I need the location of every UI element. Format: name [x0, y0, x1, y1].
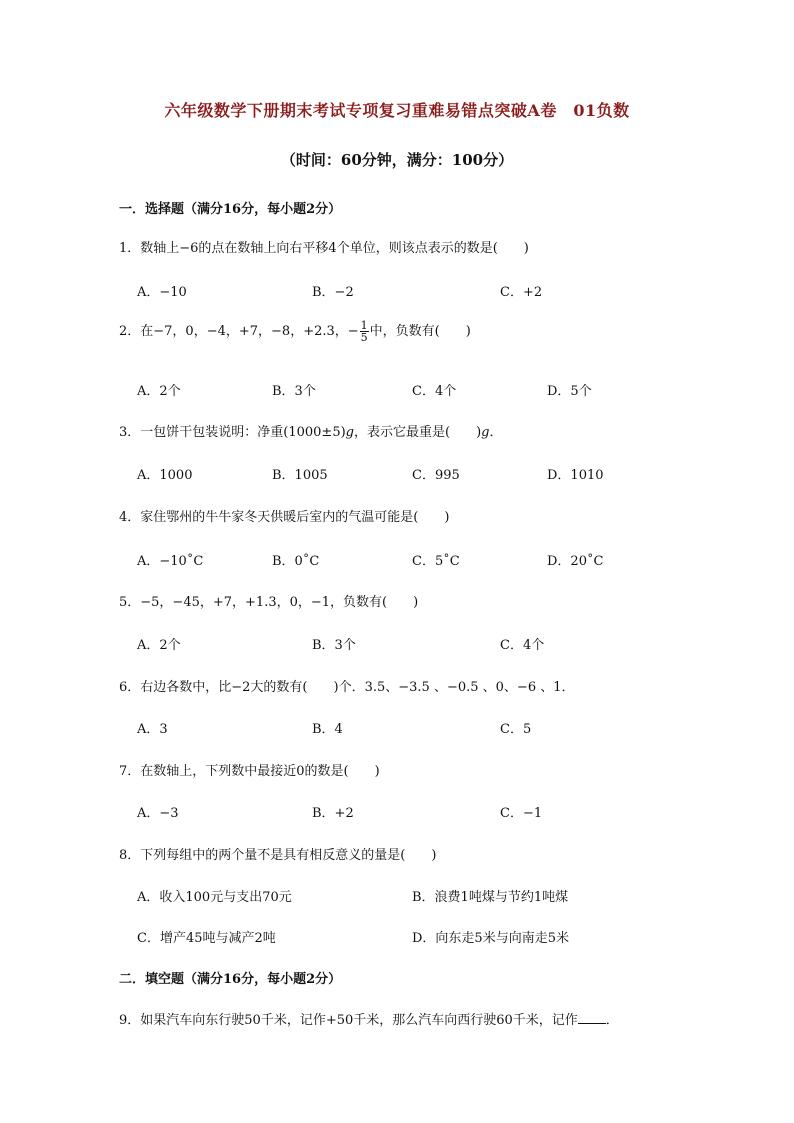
- question-3-option-a: A．1000: [137, 468, 193, 483]
- question-3-text-end: ．: [489, 425, 503, 440]
- fraction: [360, 320, 369, 343]
- question-2-option-c: C．4个: [412, 384, 457, 399]
- question-5-option-c: C．4个: [500, 638, 545, 653]
- question-3-option-d: D．1010: [547, 468, 604, 483]
- question-1: 1．数轴上−6的点在数轴上向右平移4个单位，则该点表示的数是( ): [119, 241, 529, 256]
- question-8: 8．下列每组中的两个量不是具有相反意义的量是( ): [119, 848, 437, 863]
- question-4-option-d: D．20˚C: [547, 554, 604, 569]
- question-9: [119, 1009, 619, 1028]
- question-3-option-b: B．1005: [272, 468, 328, 483]
- section-heading-fill: 二．填空题（满分16分，每小题2分）: [119, 972, 342, 987]
- question-5-option-b: B．3个: [312, 638, 356, 653]
- question-7: 7．在数轴上，下列数中最接近0的数是( ): [119, 764, 380, 779]
- document-subtitle: （时间：60分钟，满分：100分）: [280, 151, 514, 169]
- document-title: 六年级数学下册期末考试专项复习重难易错点突破A卷 01负数: [164, 101, 630, 120]
- question-2-option-d: D．5个: [547, 384, 592, 399]
- question-6: 6．右边各数中，比−2大的数有( )个．3.5、−3.5 、−0.5 、0、−6 、1．: [119, 680, 575, 695]
- question-7-option-b: B．+2: [312, 806, 354, 821]
- question-3-option-c: C．995: [412, 468, 460, 483]
- question-4-option-a: A．−10˚C: [137, 554, 204, 569]
- answer-blank[interactable]: [578, 1011, 606, 1024]
- section-heading-choice: 一．选择题（满分16分，每小题2分）: [119, 202, 342, 217]
- question-2: [119, 320, 471, 343]
- question-2-option-a: A．2个: [137, 384, 181, 399]
- question-4-option-b: B．0˚C: [272, 554, 320, 569]
- question-6-option-b: B．4: [312, 722, 343, 737]
- question-6-option-a: A．3: [137, 722, 168, 737]
- question-6-option-c: C．5: [500, 722, 532, 737]
- unit-g: g: [481, 425, 490, 440]
- question-2-text-before: 2．在−7，0，−4，+7，−8，+2.3，−: [119, 324, 359, 339]
- question-3-text-before: 3．一包饼干包装说明：净重(1000±5): [119, 425, 346, 440]
- fraction-denominator: 5: [360, 331, 368, 344]
- question-5: 5．−5，−45，+7，+1.3，0，−1，负数有( ): [119, 595, 419, 610]
- question-1-option-c: C．+2: [500, 285, 543, 300]
- question-7-option-a: A．−3: [137, 806, 179, 821]
- question-1-option-b: B．−2: [312, 285, 354, 300]
- question-5-option-a: A．2个: [137, 638, 181, 653]
- fraction-numerator: 1: [360, 319, 368, 332]
- question-8-option-a: A．收入100元与支出70元: [137, 890, 292, 905]
- unit-g: g: [345, 425, 354, 440]
- question-4-option-c: C．5˚C: [412, 554, 460, 569]
- question-1-option-a: A．−10: [137, 285, 187, 300]
- question-8-option-c: C．增产45吨与减产2吨: [137, 931, 276, 946]
- question-3: [119, 421, 503, 440]
- question-2-option-b: B．3个: [272, 384, 316, 399]
- question-7-option-c: C．−1: [500, 806, 543, 821]
- question-8-option-d: D．向东走5米与向南走5米: [412, 931, 569, 946]
- question-2-text-after: 中，负数有( ): [369, 324, 471, 339]
- question-9-text-before: 9．如果汽车向东行驶50千米，记作+50千米，那么汽车向西行驶60千米，记作: [119, 1013, 578, 1028]
- question-9-text-after: ．: [605, 1013, 619, 1028]
- question-3-text-middle: ，表示它最重是( ): [354, 425, 482, 440]
- question-4: 4．家住鄂州的牛牛家冬天供暖后室内的气温可能是( ): [119, 510, 450, 525]
- question-8-option-b: B．浪费1吨煤与节约1吨煤: [412, 890, 569, 905]
